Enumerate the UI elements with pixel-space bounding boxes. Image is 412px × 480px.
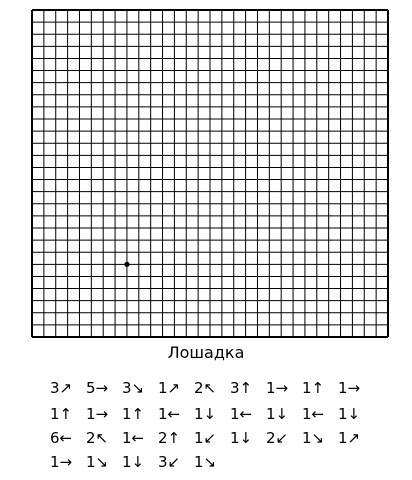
instruction-step: 1← <box>302 405 325 423</box>
instruction-step: 1← <box>158 405 181 423</box>
instruction-step: 3↘ <box>122 379 145 397</box>
instruction-step: 1→ <box>86 405 109 423</box>
instruction-step: 2↙ <box>266 429 289 447</box>
instruction-step: 1↓ <box>194 405 217 423</box>
instruction-step: 5→ <box>86 379 109 397</box>
instruction-step: 2↑ <box>158 429 181 447</box>
instruction-step: 1↗ <box>338 429 361 447</box>
instruction-step: 1↙ <box>194 429 217 447</box>
instruction-step: 1↗ <box>158 379 181 397</box>
instruction-step: 1→ <box>50 453 73 471</box>
puzzle-title: Лошадка <box>167 343 245 362</box>
start-dot <box>124 262 129 267</box>
instruction-step: 1↘ <box>194 453 217 471</box>
instruction-step: 1↑ <box>122 405 145 423</box>
instruction-step: 1↓ <box>122 453 145 471</box>
instruction-step: 6← <box>50 429 73 447</box>
instruction-step: 1← <box>122 429 145 447</box>
instruction-step: 1← <box>230 405 253 423</box>
instruction-step: 2↖ <box>86 429 109 447</box>
instruction-step: 1→ <box>266 379 289 397</box>
instruction-step: 1↓ <box>266 405 289 423</box>
instruction-step: 1↓ <box>230 429 253 447</box>
instruction-step: 3↗ <box>50 379 73 397</box>
instruction-step: 1→ <box>338 379 361 397</box>
instruction-step: 3↑ <box>230 379 253 397</box>
instruction-step: 1↓ <box>338 405 361 423</box>
instruction-step: 1↘ <box>86 453 109 471</box>
instruction-step: 3↙ <box>158 453 181 471</box>
instruction-step: 1↘ <box>302 429 325 447</box>
instruction-step: 2↖ <box>194 379 217 397</box>
instruction-step: 1↑ <box>50 405 73 423</box>
instruction-step: 1↑ <box>302 379 325 397</box>
